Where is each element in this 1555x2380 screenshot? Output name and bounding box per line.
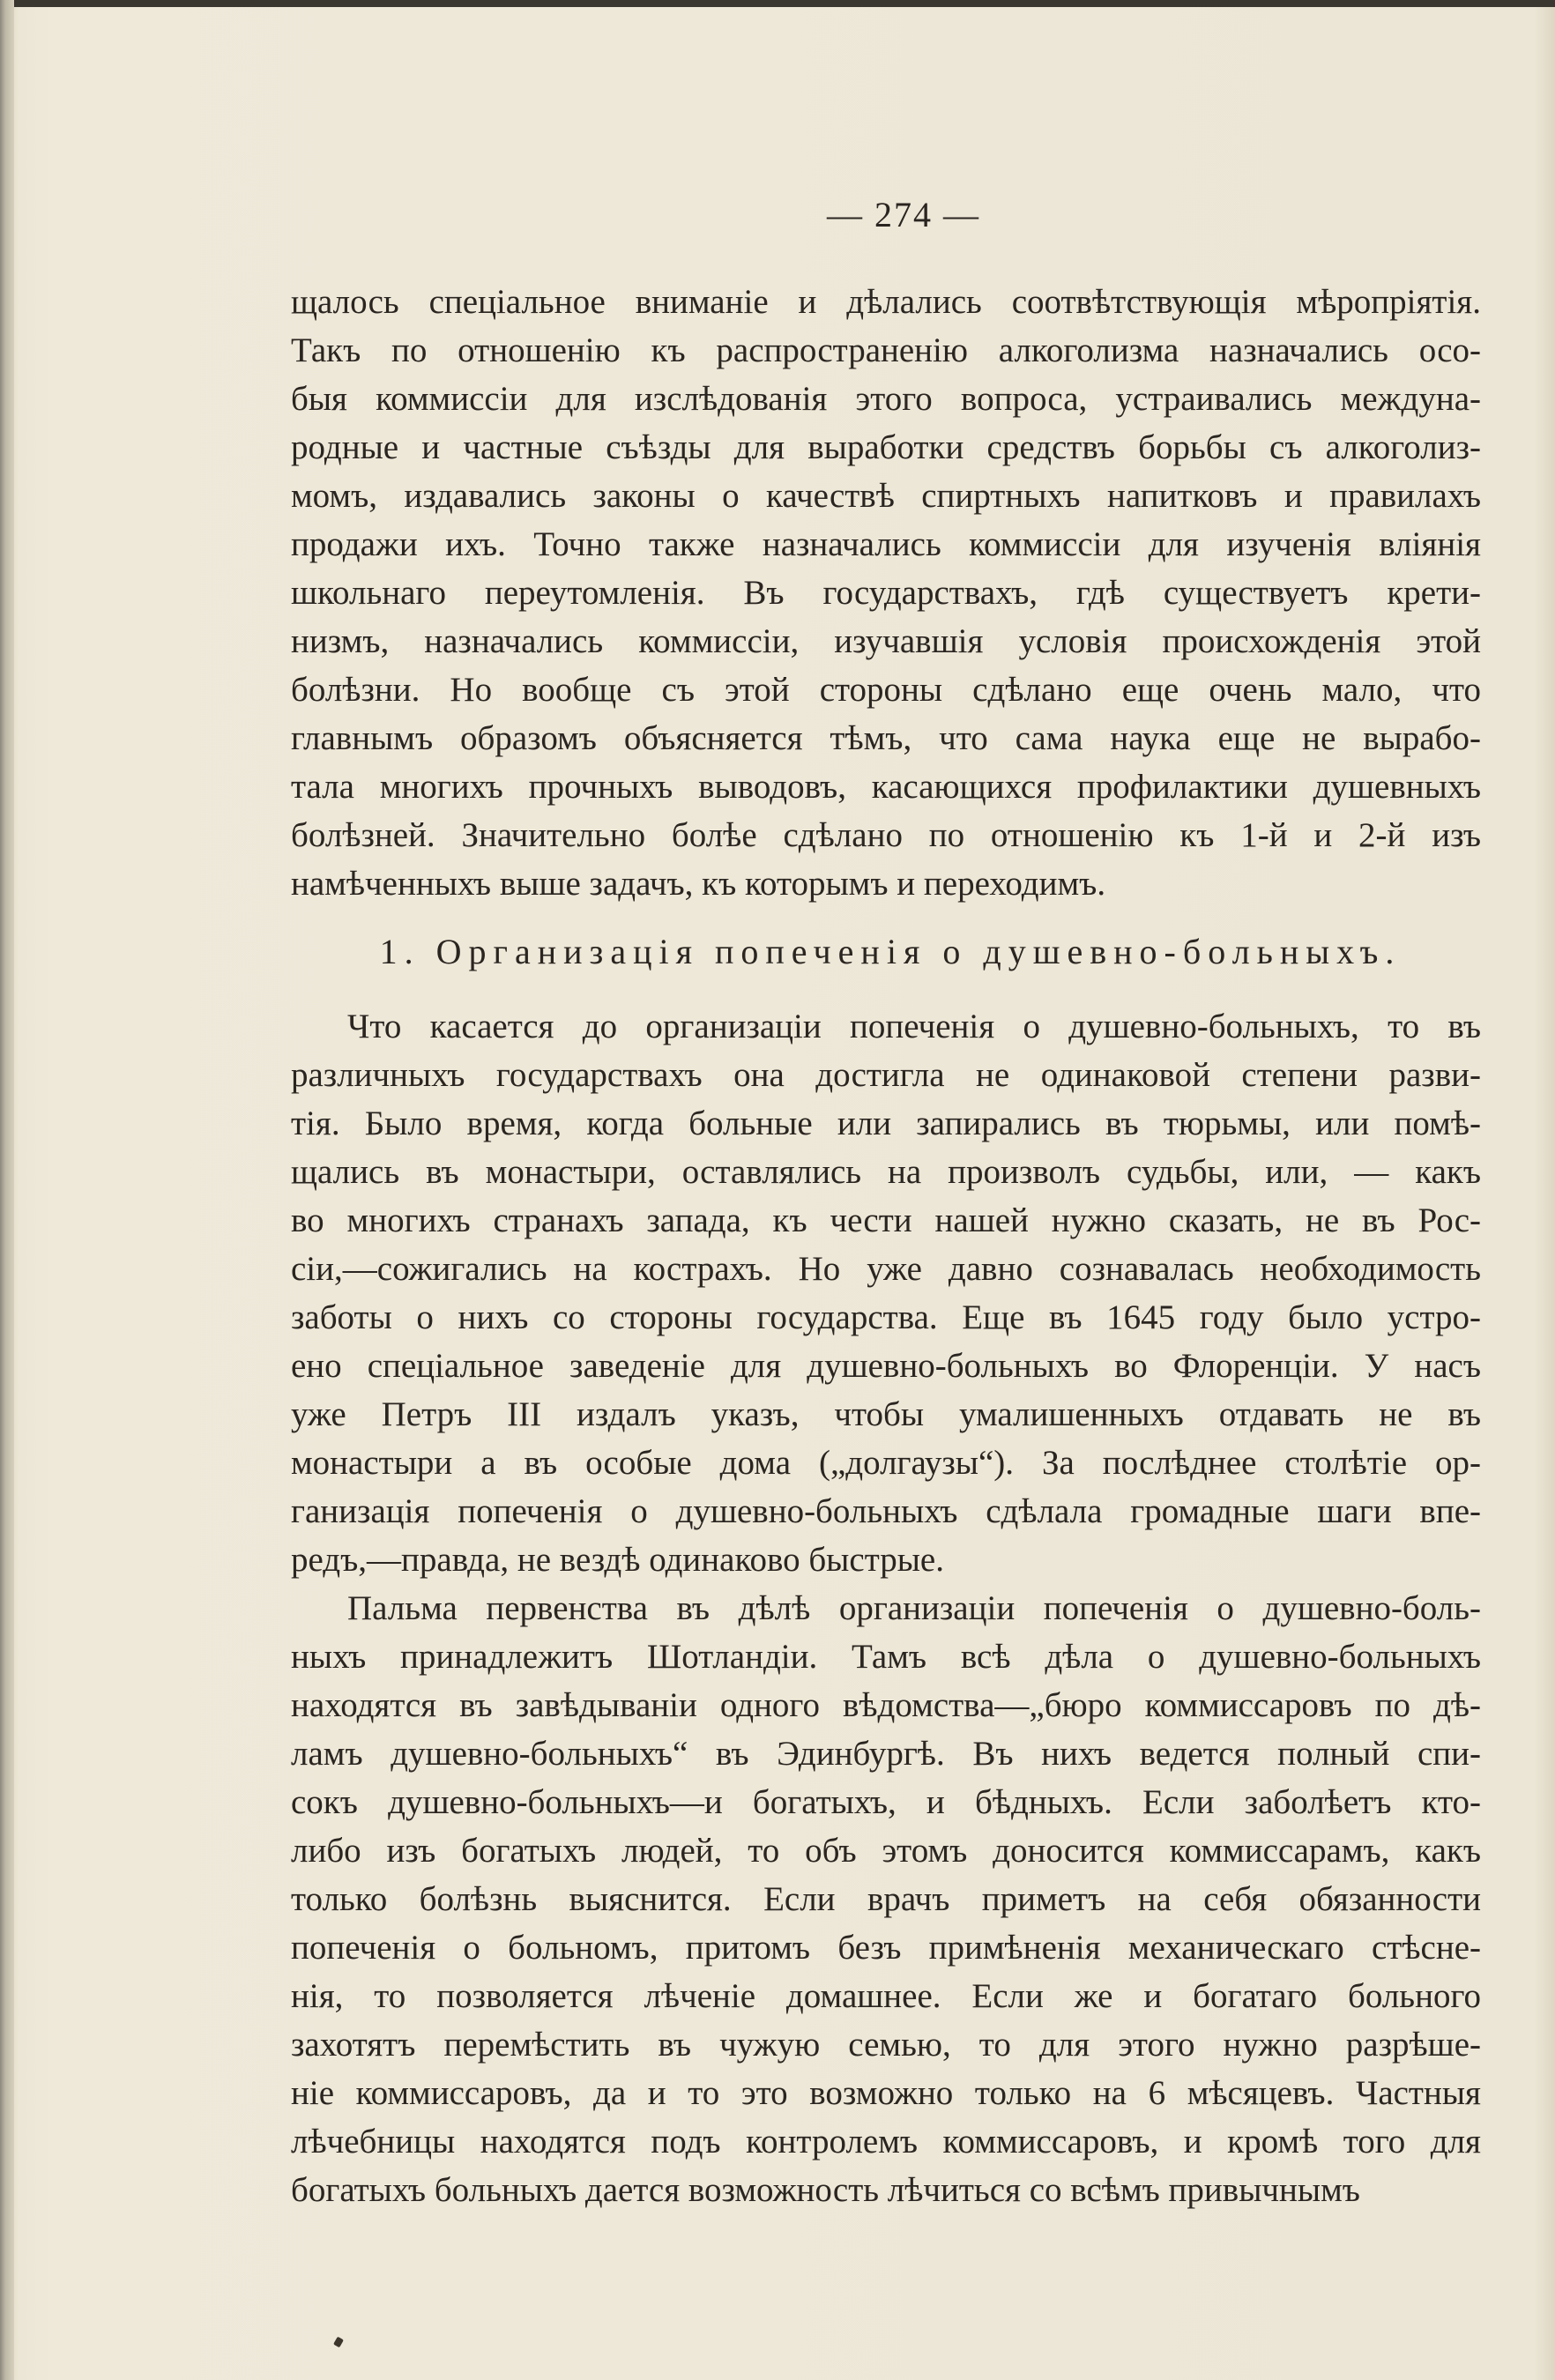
text-line: ганизація попеченія о душевно-больныхъ сдѣлала громадные шаги впе-: [291, 1492, 1481, 1530]
text-line: Пальма первенства въ дѣлѣ организаціи попеченія о душевно-боль-: [347, 1589, 1481, 1627]
text-line: Такъ по отношенію къ распространенію алкоголизма назначались осо-: [291, 331, 1481, 369]
text-line: сокъ душевно-больныхъ—и богатыхъ, и бѣдныхъ. Если заболѣетъ кто-: [291, 1783, 1481, 1821]
text-line: заботы о нихъ со стороны государства. Еще въ 1645 году было устро-: [291, 1298, 1481, 1336]
text-line: нія, то позволяется лѣченіе домашнее. Если же и богатаго больного: [291, 1977, 1481, 2015]
text-line: низмъ, назначались коммиссіи, изучавшія условія происхожденія этой: [291, 622, 1481, 660]
text-line: момъ, издавались законы о качествѣ спиртныхъ напитковъ и правилахъ: [291, 477, 1481, 515]
paragraph-2: [291, 1002, 1481, 1584]
paragraph-3: [291, 1584, 1481, 2214]
text-line: попеченія о больномъ, притомъ безъ примѣненія механическаго стѣсне-: [291, 1929, 1481, 1967]
text-line: только болѣзнь выяснится. Если врачъ приметъ на себя обязанности: [291, 1880, 1481, 1918]
text-line: ніе коммиссаровъ, да и то это возможно только на 6 мѣсяцевъ. Частныя: [291, 2074, 1481, 2112]
document-page: [291, 194, 1481, 2214]
text-line: уже Петръ III издалъ указъ, чтобы умалишенныхъ отдавать не въ: [291, 1395, 1481, 1433]
text-line: тія. Было время, когда больные или запирались въ тюрьмы, или помѣ-: [291, 1104, 1481, 1142]
text-line: ламъ душевно-больныхъ“ въ Эдинбургѣ. Въ нихъ ведется полный спи-: [291, 1735, 1481, 1773]
section-heading: 1. Организація попеченія о душевно-больныхъ.: [379, 932, 1402, 971]
page-number: — 274 —: [827, 195, 980, 234]
text-line: главнымъ образомъ объясняется тѣмъ, что сама наука еще не вырабо-: [291, 719, 1481, 757]
text-line: во многихъ странахъ запада, къ чести нашей нужно сказать, не въ Рос-: [291, 1201, 1481, 1239]
text-line: богатыхъ больныхъ дается возможность лѣчиться со всѣмъ привычнымъ: [291, 2171, 1360, 2209]
text-line: болѣзней. Значительно болѣе сдѣлано по отношенію къ 1-й и 2-й изъ: [291, 816, 1481, 854]
text-line: продажи ихъ. Точно также назначались коммиссіи для изученія вліянія: [291, 525, 1481, 563]
text-line: тала многихъ прочныхъ выводовъ, касающихся профилактики душевныхъ: [291, 768, 1481, 806]
text-line: сіи,—сожигались на кострахъ. Но уже давно сознавалась необходимость: [291, 1250, 1481, 1288]
text-line: ныхъ принадлежитъ Шотландіи. Тамъ всѣ дѣла о душевно-больныхъ: [291, 1638, 1481, 1676]
text-line: редъ,—правда, не вездѣ одинаково быстрые.: [291, 1541, 944, 1579]
text-line: родные и частные съѣзды для выработки средствъ борьбы съ алкоголиз-: [291, 428, 1481, 466]
text-line: Что касается до организаціи попеченія о душевно-больныхъ, то въ: [347, 1008, 1481, 1045]
paragraph-1: [291, 278, 1481, 908]
text-line: болѣзни. Но вообще съ этой стороны сдѣлано еще очень мало, что: [291, 671, 1481, 709]
text-line: быя коммиссіи для изслѣдованія этого вопроса, устраивались междуна-: [291, 380, 1481, 418]
scan-top-edge: [0, 0, 1555, 7]
text-line: различныхъ государствахъ она достигла не одинаковой степени разви-: [291, 1056, 1481, 1094]
text-line: монастыри а въ особые дома („долгаузы“). За послѣднее столѣтіе ор-: [291, 1444, 1481, 1482]
text-line: школьнаго переутомленія. Въ государствахъ, гдѣ существуетъ крети-: [291, 574, 1481, 612]
text-line: либо изъ богатыхъ людей, то объ этомъ доносится коммиссарамъ, какъ: [291, 1832, 1481, 1870]
text-line: лѣчебницы находятся подъ контролемъ коммиссаровъ, и кромѣ того для: [291, 2123, 1481, 2161]
text-line: намѣченныхъ выше задачъ, къ которымъ и переходимъ.: [291, 865, 1106, 903]
text-line: ено спеціальное заведеніе для душевно-больныхъ во Флоренціи. У насъ: [291, 1347, 1481, 1385]
scan-left-edge: [0, 0, 14, 2380]
text-line: щалось спеціальное вниманіе и дѣлались соотвѣтствующія мѣропріятія.: [291, 283, 1481, 321]
text-line: находятся въ завѣдываніи одного вѣдомства—„бюро коммиссаровъ по дѣ-: [291, 1686, 1481, 1724]
text-line: захотятъ перемѣстить въ чужую семью, то для этого нужно разрѣше-: [291, 2026, 1481, 2064]
text-line: щались въ монастыри, оставлялись на произволъ судьбы, или, — какъ: [291, 1153, 1481, 1191]
